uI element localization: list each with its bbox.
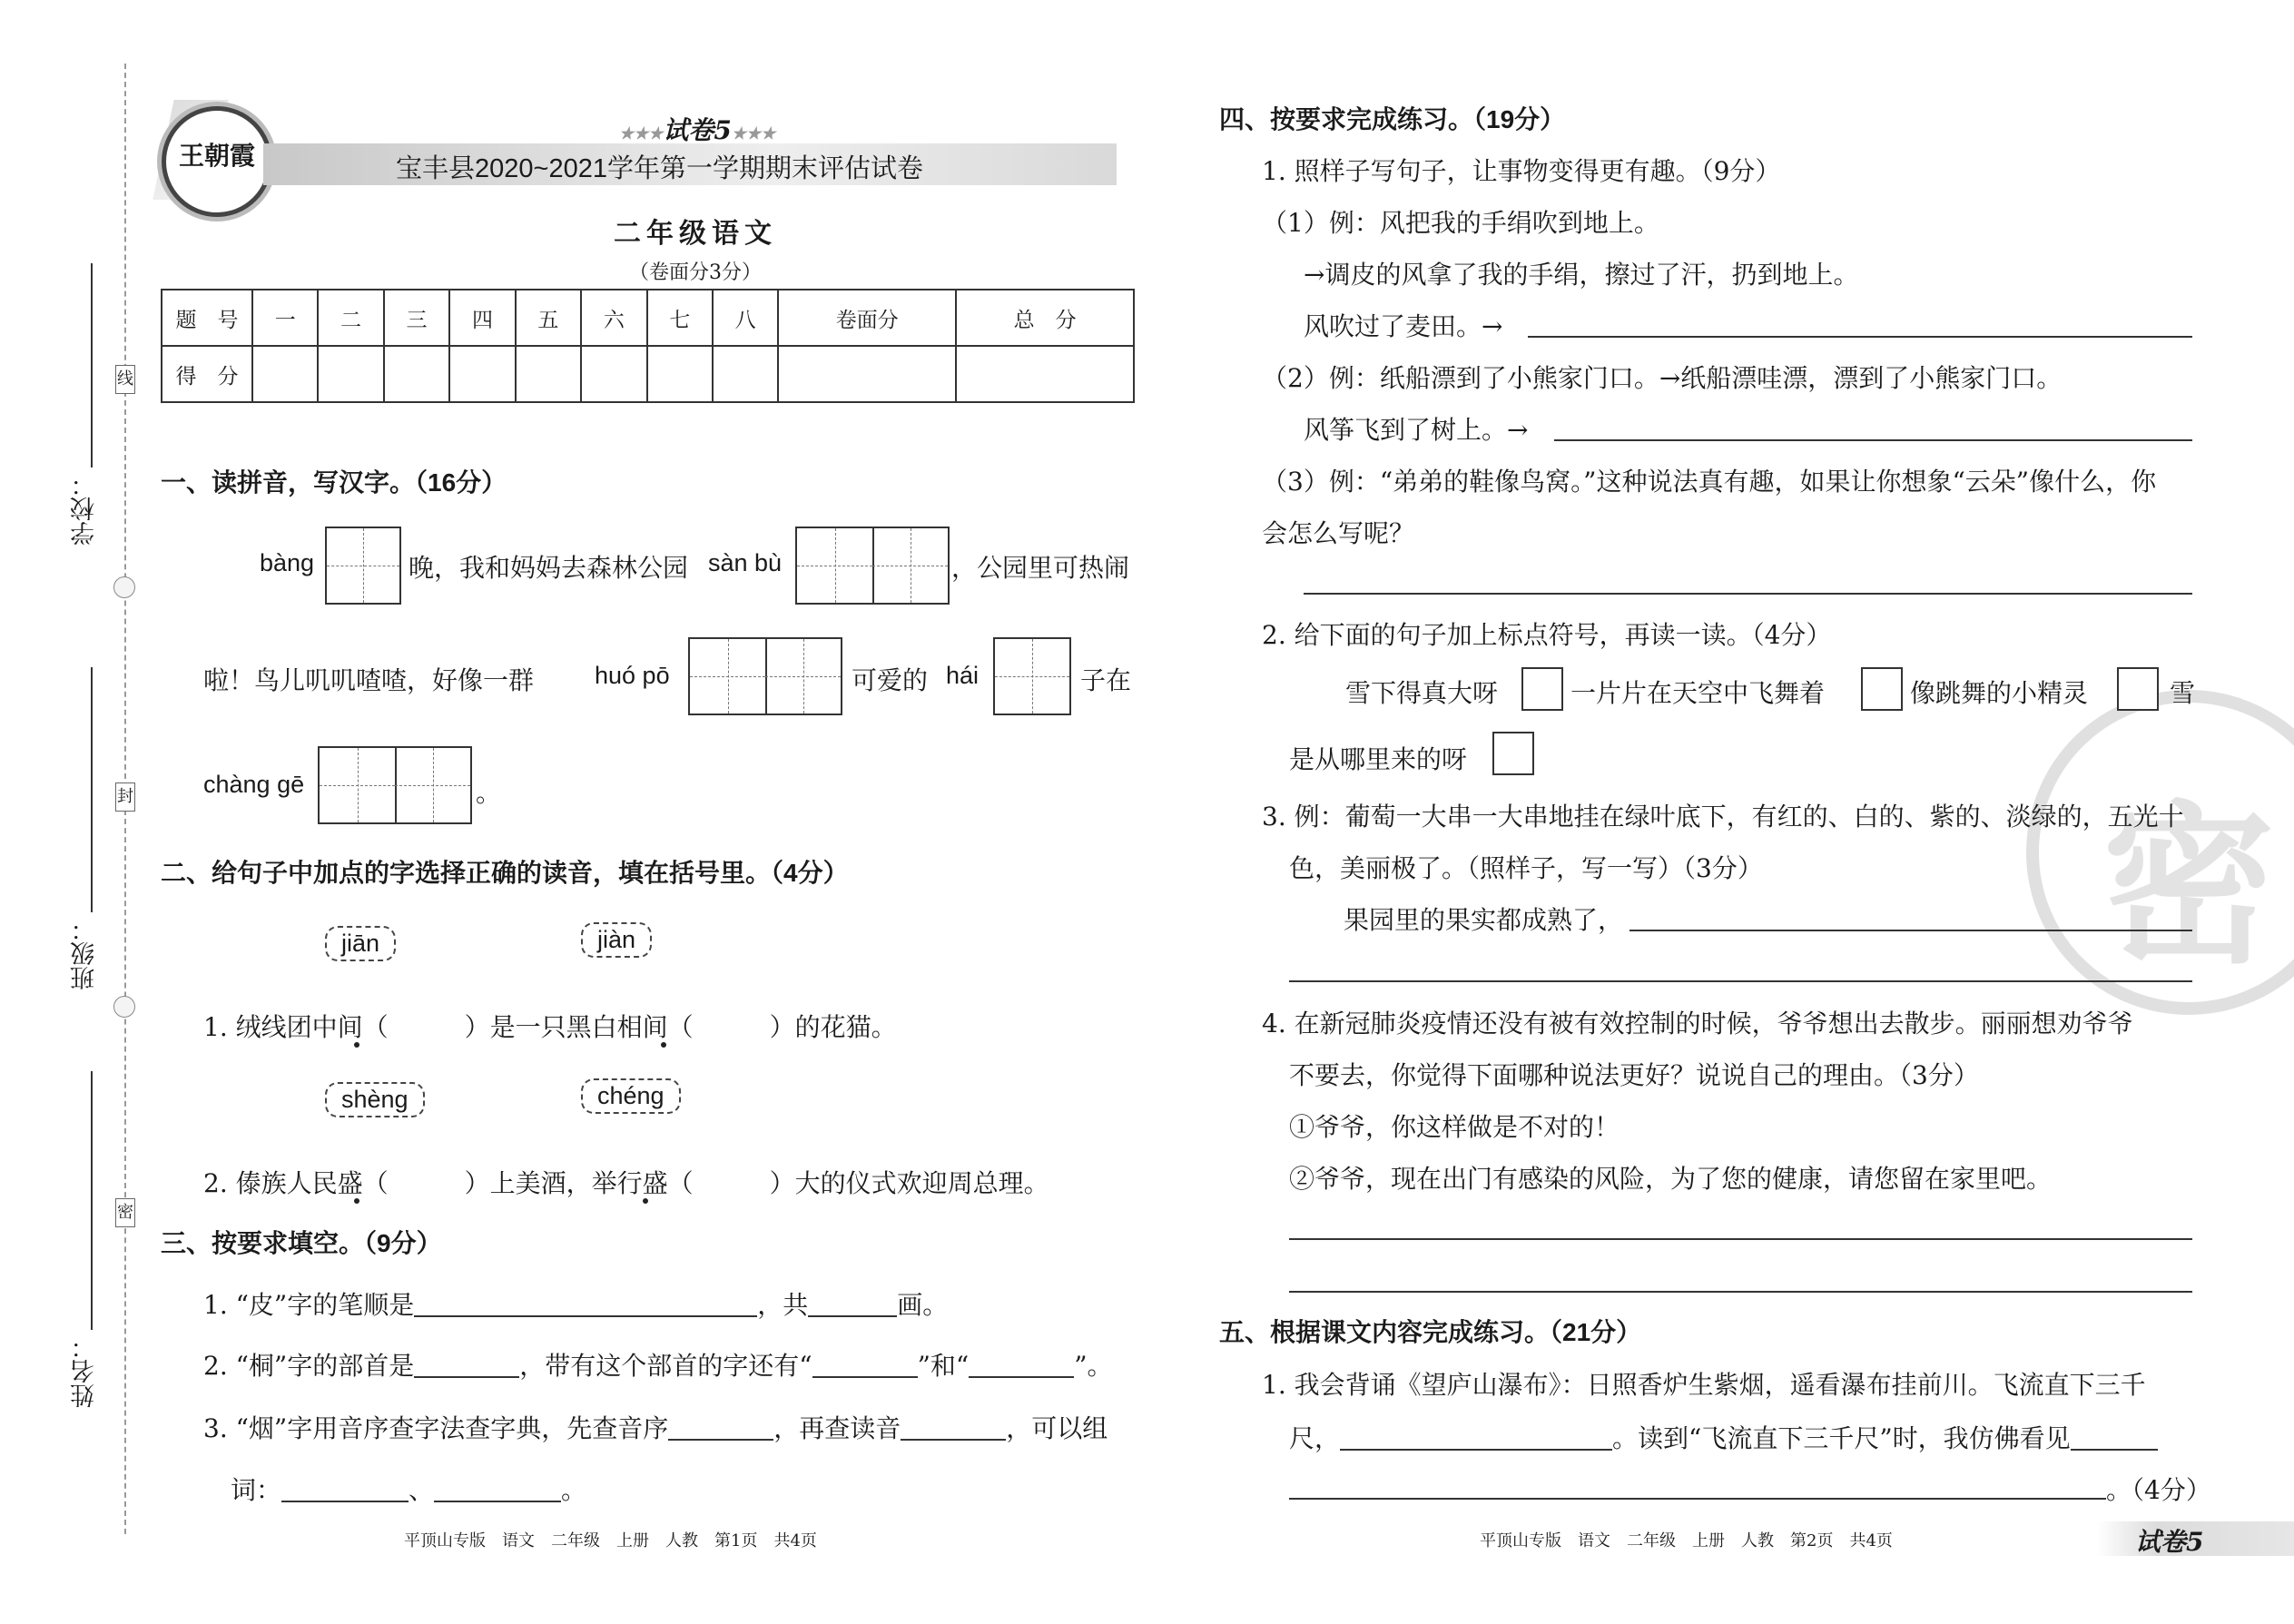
line2-text2: 可爱的 (852, 665, 929, 695)
emphasis-dot (661, 1042, 666, 1048)
seal-ornament-top (113, 576, 135, 598)
answer-blank[interactable] (901, 1412, 1006, 1441)
score-header-cell: 七 (647, 290, 713, 346)
pinyin-hai: hái (946, 662, 980, 689)
school-field[interactable] (91, 263, 93, 468)
footer-right: 平顶山专版 语文 二年级 上册 人教 第2页 共4页 (1480, 1531, 1893, 1550)
answer-blank[interactable] (2071, 1422, 2158, 1451)
answer-blank[interactable] (1340, 1422, 1612, 1451)
footer-tag: 试卷5 (2135, 1527, 2204, 1557)
score-header-cell: 三 (384, 290, 449, 346)
answer-blank[interactable] (281, 1473, 409, 1502)
score-header-cell: 六 (581, 290, 646, 346)
answer-blank[interactable] (414, 1349, 519, 1378)
answer-paren[interactable] (681, 1006, 781, 1038)
punctuation-box[interactable] (1492, 732, 1534, 775)
section4-title: 四、按要求完成练习。（19分） (1219, 105, 1566, 133)
s4-q1-2a: （2）例：纸船漂到了小熊家门口。→纸船漂哇漂，漂到了小熊家门口。 (1262, 363, 2063, 393)
line1-text2: ，公园里可热闹 (951, 553, 1130, 583)
s4-q4d: ②爷爷，现在出门有感染的风险，为了您的健康，请您留在家里吧。 (1289, 1164, 2053, 1194)
section3-title: 三、按要求填空。（9分） (161, 1229, 442, 1257)
score-cell[interactable] (956, 346, 1134, 402)
pinyin-option-sheng: shèng (325, 1082, 425, 1117)
answer-blank[interactable] (668, 1412, 773, 1441)
footer-left: 平顶山专版 语文 二年级 上册 人教 第1页 共4页 (404, 1531, 817, 1550)
s4-q1-3a: （3）例：“弟弟的鞋像鸟窝。”这种说法真有趣，如果让你想象“云朵”像什么，你 (1262, 467, 2157, 497)
pinyin-changge: chàng gē (203, 771, 305, 798)
s4-q2: 2. 给下面的句子加上标点符号，再读一读。（4分） (1262, 620, 1832, 650)
s3-q1: 1. “皮”字的笔顺是 ，共 画。 (203, 1290, 949, 1320)
logo-text: 王朝霞 (178, 141, 255, 171)
watermark-text: 密 (2102, 784, 2275, 987)
subject-title: 二年级语文 (614, 218, 777, 250)
answer-line[interactable] (1289, 1238, 2192, 1240)
name-label: 姓名： (71, 1334, 99, 1408)
answer-line[interactable] (1289, 1498, 2106, 1500)
char-grid[interactable] (795, 527, 950, 605)
score-header-cell: 总 分 (956, 290, 1134, 346)
name-field[interactable] (91, 1071, 93, 1330)
s3-q3-cont: 词： 、 。 (231, 1475, 587, 1505)
s2-question1: 1. 绒线团中间（ ）是一只黑白相间（ ）的花猫。 (203, 1012, 897, 1042)
watermark-stamp (2026, 690, 2294, 1015)
punctuation-box[interactable] (1861, 667, 1903, 711)
pinyin-option-cheng: chéng (581, 1078, 681, 1114)
answer-line[interactable] (1629, 930, 2192, 931)
seal-bottom: 密 (115, 1198, 135, 1227)
char-grid[interactable] (325, 527, 401, 605)
answer-blank[interactable] (414, 1288, 757, 1317)
score-cell[interactable] (449, 346, 515, 402)
score-header-cell: 一 (252, 290, 318, 346)
score-header-cell: 八 (713, 290, 778, 346)
s4-q3b: 色，美丽极了。（照样子，写一写）（3分） (1289, 853, 1763, 883)
s4-q4c: ①爷爷，你这样做是不对的！ (1289, 1112, 1620, 1142)
section1-title: 一、读拼音，写汉字。（16分） (161, 468, 507, 497)
answer-paren[interactable] (372, 1006, 472, 1038)
s4-q1-1c: 风吹过了麦田。→ (1304, 311, 1503, 341)
answer-blank[interactable] (969, 1349, 1074, 1378)
emphasis-dot (354, 1042, 359, 1048)
line2-text3: 子在 (1080, 665, 1132, 695)
s4-q1-1b: →调皮的风拿了我的手绢，擦过了汗，扔到地上。 (1304, 260, 1859, 290)
punctuation-box[interactable] (1521, 667, 1563, 711)
s4-q2-s3: 像跳舞的小精灵 (1910, 678, 2089, 708)
class-label: 班级： (71, 917, 99, 990)
seal-top: 线 (115, 365, 135, 394)
school-label: 学校： (71, 472, 99, 546)
s4-q3c: 果园里的果实都成熟了， (1344, 905, 1624, 935)
answer-line[interactable] (1304, 593, 2192, 595)
s4-q3a: 3. 例：葡萄一大串一大串地挂在绿叶底下，有红的、白的、紫的、淡绿的，五光十 (1262, 802, 2184, 832)
score-cell[interactable] (252, 346, 318, 402)
score-row-label: 得 分 (162, 346, 252, 402)
char-grid[interactable] (318, 746, 472, 824)
seal-mid: 封 (115, 782, 135, 812)
pinyin-huopo: huó pō (595, 662, 670, 689)
score-header-cell: 卷面分 (778, 290, 956, 346)
answer-line[interactable] (1528, 336, 2192, 338)
answer-blank[interactable] (808, 1288, 897, 1317)
punctuation-box[interactable] (2117, 667, 2159, 711)
s4-q2-s1: 雪下得真大呀 (1345, 678, 1499, 708)
answer-line[interactable] (1289, 1291, 2192, 1293)
pinyin-bang: bàng (260, 549, 315, 576)
char-grid[interactable] (993, 637, 1071, 715)
series-label: ★★★试卷5★★★ (619, 115, 776, 145)
score-cell[interactable] (647, 346, 713, 402)
answer-blank[interactable] (812, 1349, 918, 1378)
s4-q2-s5: 是从哪里来的呀 (1289, 744, 1468, 774)
section2-title: 二、给句子中加点的字选择正确的读音，填在括号里。（4分） (161, 859, 849, 887)
pinyin-sanbu: sàn bù (708, 549, 783, 576)
emphasis-dot (643, 1198, 648, 1204)
s4-q4b: 不要去，你觉得下面哪种说法更好？说说自己的理由。（3分） (1289, 1060, 1979, 1090)
emphasis-dot (354, 1198, 359, 1204)
score-cell[interactable] (581, 346, 646, 402)
line1-text1: 晚，我和妈妈去森林公园 (409, 553, 689, 583)
score-cell[interactable] (778, 346, 956, 402)
pinyin-option-jian4: jiàn (581, 922, 652, 958)
score-header-cell: 二 (318, 290, 383, 346)
s4-q1: 1. 照样子写句子，让事物变得更有趣。（9分） (1262, 156, 1781, 186)
char-grid[interactable] (688, 637, 842, 715)
s4-q1-1a: （1）例：风把我的手绢吹到地上。 (1262, 208, 1659, 238)
seal-ornament-bottom (113, 996, 135, 1018)
s4-q4a: 4. 在新冠肺炎疫情还没有被有效控制的时候，爷爷想出去散步。丽丽想劝爷爷 (1262, 1009, 2133, 1038)
score-table (161, 289, 1135, 403)
score-cell[interactable] (516, 346, 581, 402)
answer-line[interactable] (1554, 439, 2192, 441)
s5-points: 。（4分） (2106, 1475, 2211, 1505)
line3-text: 。 (476, 778, 502, 808)
score-cell[interactable] (713, 346, 778, 402)
answer-blank[interactable] (434, 1473, 561, 1502)
line2-text1: 啦！鸟儿叽叽喳喳，好像一群 (203, 665, 535, 695)
s5-q1b: 尺， 。读到“飞流直下三千尺”时，我仿佛看见 (1289, 1419, 2158, 1455)
s4-q1-3b: 会怎么写呢？ (1262, 518, 1415, 548)
logo-badge (162, 106, 272, 217)
s4-q2-s4: 雪 (2170, 678, 2196, 708)
score-header-cell: 四 (449, 290, 515, 346)
score-header-cell: 题 号 (162, 290, 252, 346)
neat-score-note: （卷面分3分） (629, 261, 762, 284)
section5-title: 五、根据课文内容完成练习。（21分） (1219, 1318, 1642, 1346)
s2-question2: 2. 傣族人民盛（ ）上美酒，举行盛（ ）大的仪式欢迎周总理。 (203, 1168, 1049, 1198)
s3-q2: 2. “桐”字的部首是 ，带有这个部首的字还有“ ”和“ ”。 (203, 1351, 1113, 1381)
s5-q1a: 1. 我会背诵《望庐山瀑布》：日照香炉生紫烟，遥看瀑布挂前川。飞流直下三千 (1262, 1370, 2146, 1400)
s3-q3: 3. “烟”字用音序查字法查字典，先查音序 ，再查读音 ，可以组 (203, 1413, 1108, 1443)
pinyin-option-jian1: jiān (325, 926, 396, 961)
score-cell[interactable] (318, 346, 383, 402)
s4-q1-2b: 风筝飞到了树上。→ (1304, 415, 1529, 445)
class-field[interactable] (91, 667, 93, 912)
s4-q2-s2: 一片片在天空中飞舞着 (1570, 678, 1826, 708)
exam-title: 宝丰县2020~2021学年第一学期期末评估试卷 (396, 154, 923, 183)
score-cell[interactable] (384, 346, 449, 402)
answer-line[interactable] (1289, 980, 2192, 982)
score-header-cell: 五 (516, 290, 581, 346)
